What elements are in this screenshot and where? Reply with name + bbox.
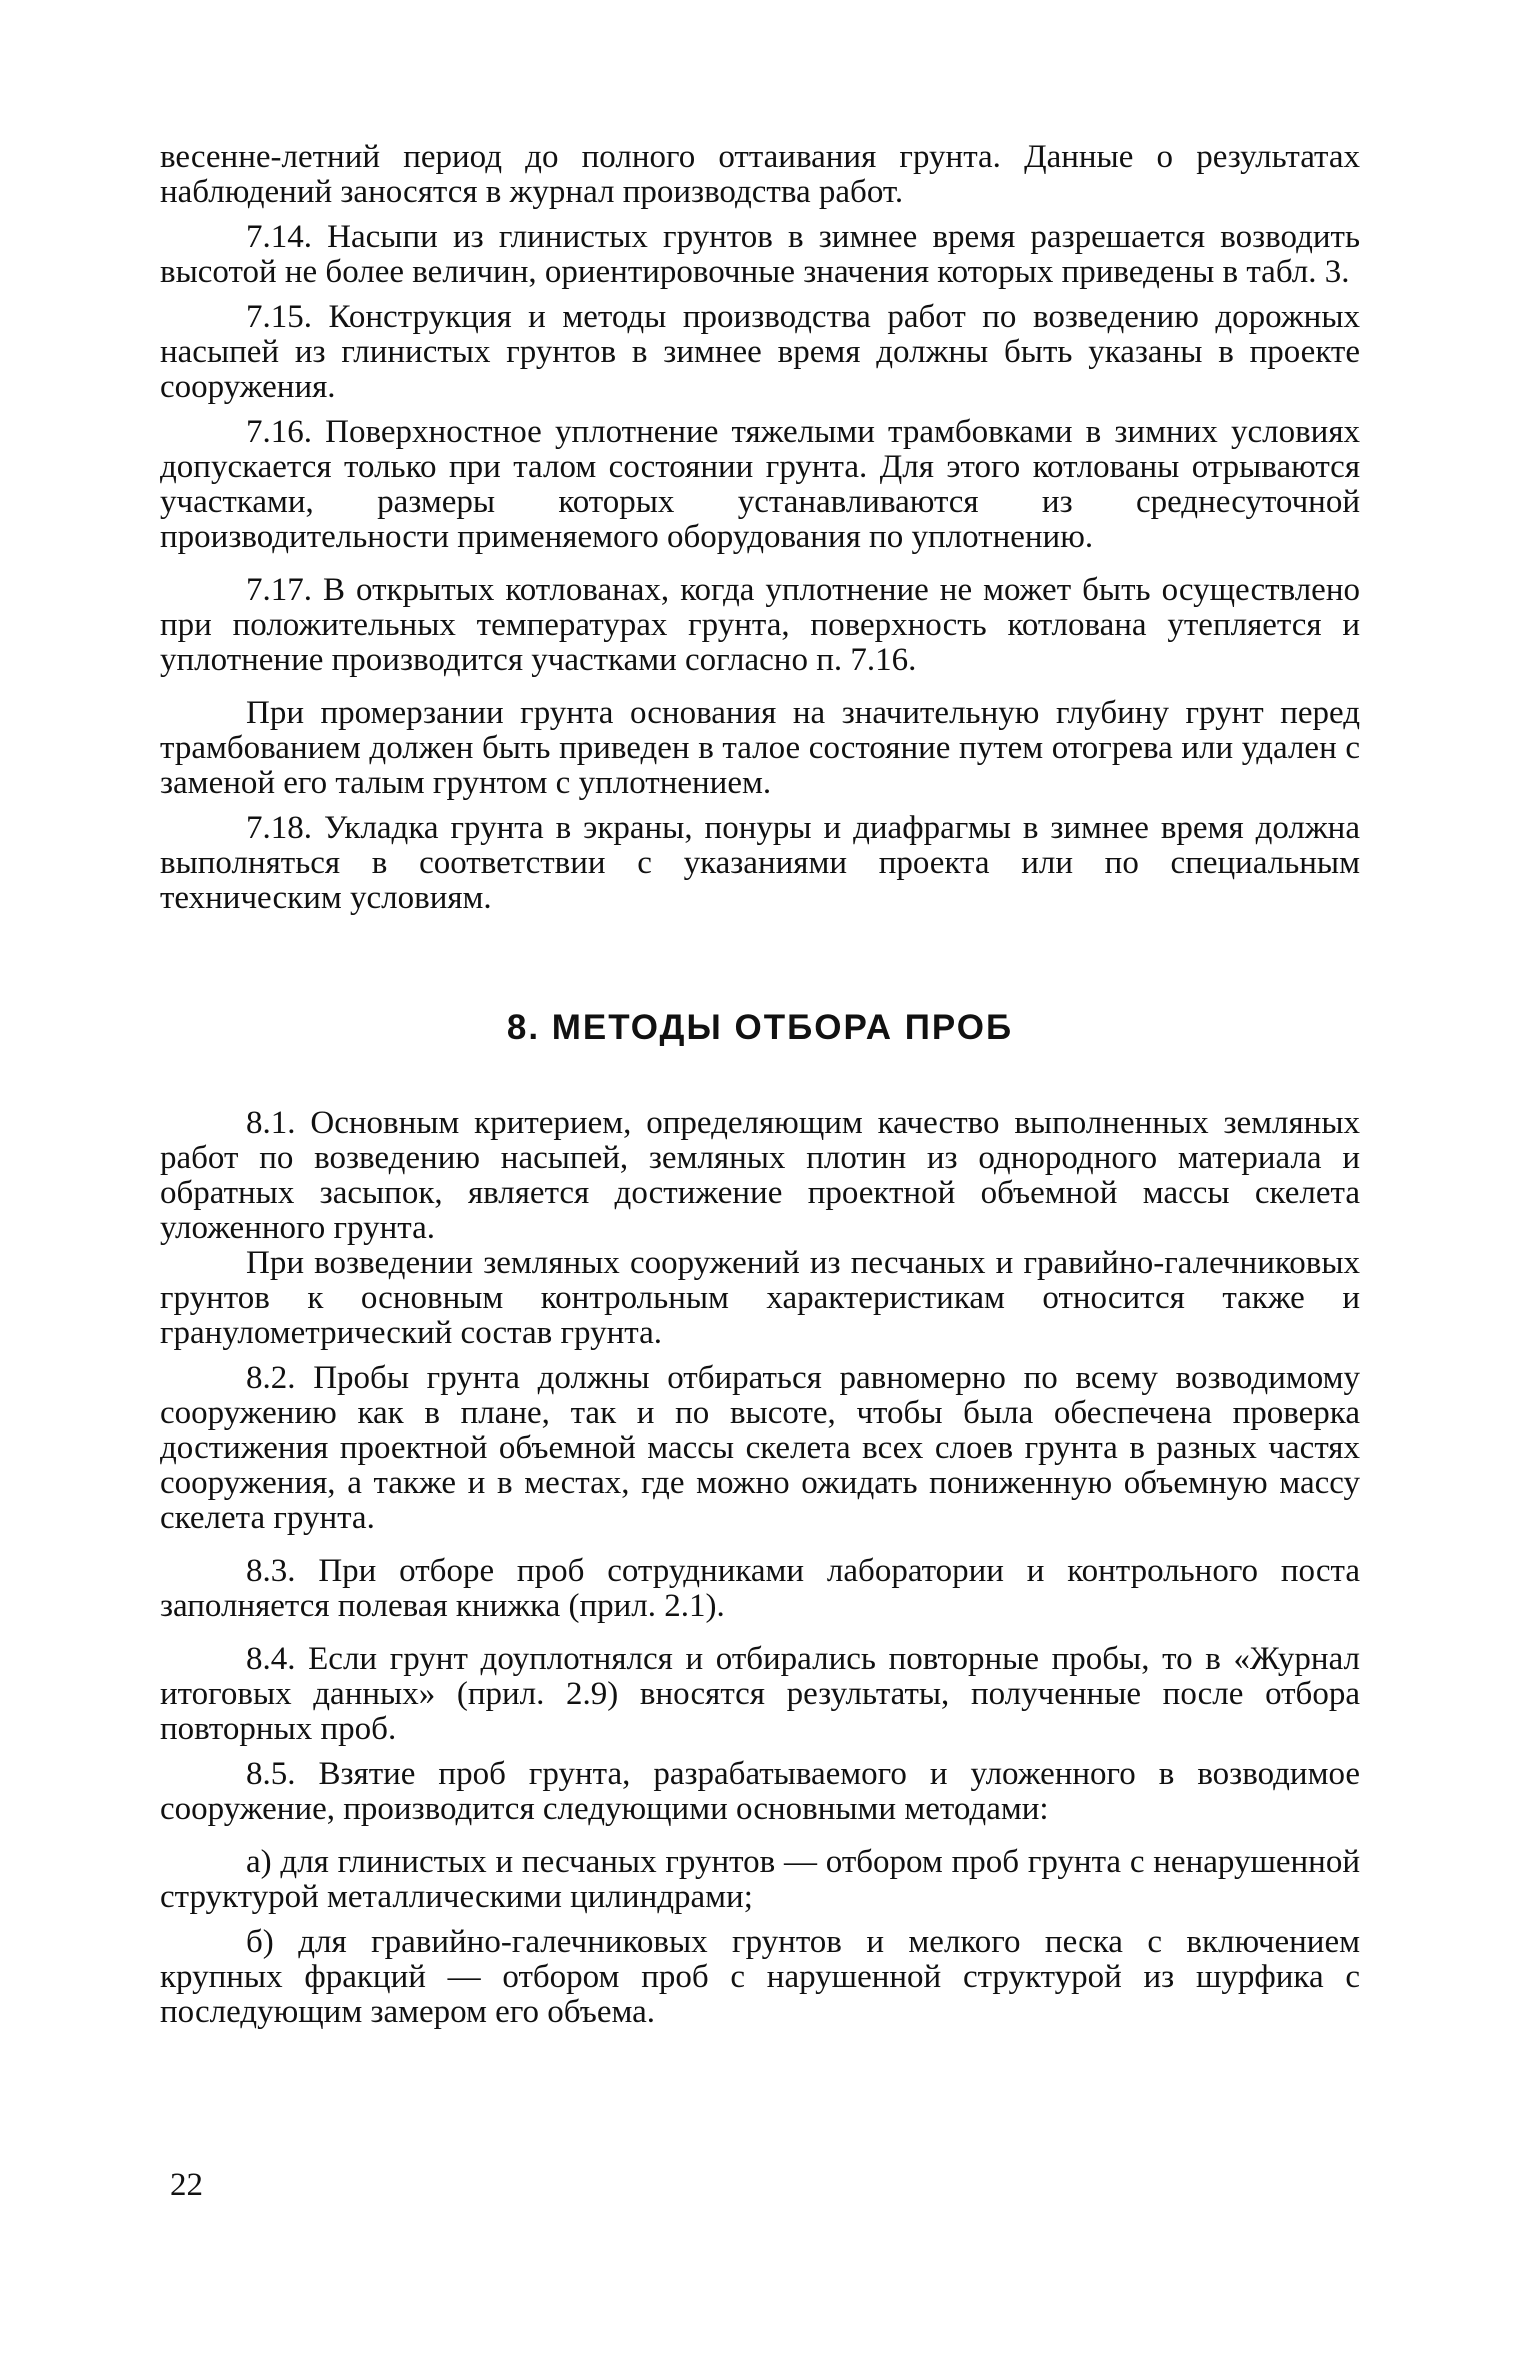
paragraph-8-1-continued: При возведении земляных сооружений из песчаных и гравийно-галечниковых грунтов к основным контрольным характеристикам относится также и гранулометрический состав грунта.: [160, 1245, 1360, 1351]
section-8-heading: 8. МЕТОДЫ ОТБОРА ПРОБ: [506, 1008, 1014, 1047]
paragraph-8-4: 8.4. Если грунт доуплотнялся и отбирались повторные пробы, то в «Журнал итоговых данных» (прил. 2.9) вносятся результаты, полученные после отбора повторных проб.: [160, 1641, 1360, 1747]
paragraph-8-1: 8.1. Основным критерием, определяющим качество выполненных земляных работ по возведению насыпей, земляных плотин из однородного материала и обратных засыпок, является достижение проектной объемной массы скелета уложенного грунта.: [160, 1105, 1360, 1246]
paragraph-7-15: 7.15. Конструкция и методы производства работ по возведению дорожных насыпей из глинистых грунтов в зимнее время должны быть указаны в проекте сооружения.: [160, 299, 1360, 405]
paragraph-7-16: 7.16. Поверхностное уплотнение тяжелыми трамбовками в зимних условиях допускается только при талом состоянии грунта. Для этого котлованы отрываются участками, размеры которых устанавливаются из среднесуточной производительности применяемого оборудования по уплотнению.: [160, 414, 1360, 555]
paragraph-8-5-a: а) для глинистых и песчаных грунтов — отбором проб грунта с ненарушенной структурой металлическими цилиндрами;: [160, 1844, 1360, 1915]
paragraph-8-5: 8.5. Взятие проб грунта, разрабатываемого и уложенного в возводимое сооружение, производится следующими основными методами:: [160, 1756, 1360, 1827]
paragraph-8-2: 8.2. Пробы грунта должны отбираться равномерно по всему возводимому сооружению как в плане, так и по высоте, чтобы была обеспечена проверка достижения проектной объемной массы скелета всех слоев грунта в разных частях сооружения, а также и в местах, где можно ожидать пониженную объемную массу скелета грунта.: [160, 1360, 1360, 1536]
paragraph-continuation: весенне-летний период до полного оттаивания грунта. Данные о результатах наблюдений заносятся в журнал производства работ.: [160, 139, 1360, 210]
paragraph-8-3: 8.3. При отборе проб сотрудниками лаборатории и контрольного поста заполняется полевая книжка (прил. 2.1).: [160, 1553, 1360, 1624]
paragraph-8-5-b: б) для гравийно-галечниковых грунтов и мелкого песка с включением крупных фракций — отбором проб с нарушенной структурой из шурфика с последующим замером его объема.: [160, 1924, 1360, 2030]
paragraph-7-14: 7.14. Насыпи из глинистых грунтов в зимнее время разрешается возводить высотой не более величин, ориентировочные значения которых приведены в табл. 3.: [160, 219, 1360, 290]
paragraph-7-17: 7.17. В открытых котлованах, когда уплотнение не может быть осуществлено при положительных температурах грунта, поверхность котлована утепляется и уплотнение производится участками согласно п. 7.16.: [160, 572, 1360, 678]
paragraph-7-17-continued: При промерзании грунта основания на значительную глубину грунт перед трамбованием должен быть приведен в талое состояние путем отогрева или удален с заменой его талым грунтом с уплотнением.: [160, 695, 1360, 801]
page-number: 22: [170, 2167, 203, 2203]
page-body: [160, 140, 1360, 2030]
paragraph-7-18: 7.18. Укладка грунта в экраны, понуры и диафрагмы в зимнее время должна выполняться в соответствии с указаниями проекта или по специальным техническим условиям.: [160, 810, 1360, 916]
